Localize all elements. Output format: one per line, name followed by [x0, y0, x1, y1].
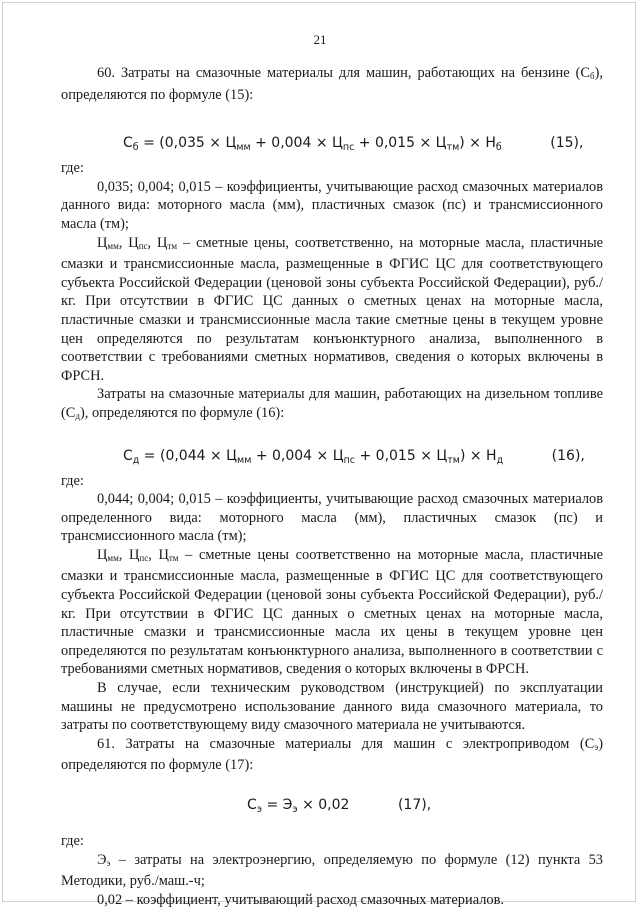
where-label-1: где: — [61, 160, 84, 177]
coefficient-17: 0,02 – коэффициент, учитывающий расход смазочных материалов. — [97, 891, 504, 908]
formula-16: $С_д = (0,044 \times Ц_{мм} + 0,004 \times Ц_{пс} + 0,015 \times Ц_{тм}) \times Н_д$ (16), — [123, 447, 585, 466]
prices-definition-15: Цмм, Цпс, Цтм – сметные цены, соответственно, на моторные масла, пластичные смазки и трансмиссионные масла, размещенные в ФГИС ЦС для соответствующего субъекта Российской Федерации (ценовой зоны субъекта Российской Федерации), руб./кг. При отсутствии в ФГИС ЦС данных о сметных ценах на моторные масла, пластичные смазки и трансмиссионные масла такие сметные цены в текущем уровне цен определяются по результатам конъюнктурного анализа, выполненного в соответствии с требованиями сметных нормативов, сведения о которых включены в ФРСН. — [61, 234, 603, 384]
formula-17-number: (17), — [397, 797, 432, 813]
document-body — [61, 64, 603, 909]
formula-16-number: (16), — [551, 447, 585, 464]
paragraph-manual-case: В случае, если техническим руководством (инструкцией) по эксплуатации машины не предусмотрено использование данного вида смазочного материала, то затраты по соответствующему виду смазочного материала не учитываются. — [61, 680, 603, 734]
paragraph-61-intro: 61. Затраты на смазочные материалы для машин с электроприводом (Сэ) определяются по формуле (17): — [61, 735, 603, 774]
formula-15-number: (15), — [550, 135, 584, 152]
coefficients-15: 0,035; 0,004; 0,015 – коэффициенты, учитывающие расход смазочных материалов данного вида: моторного масла (мм), пластичных смазок (пс) и трансмиссионного масла (тм); — [61, 178, 603, 232]
formula-17: $С_э = Э_э \times 0,02$ (17), — [247, 797, 432, 815]
prices-definition-16: Цмм, Цпс, Цтм – сметные цены соответственно на моторные масла, пластичные смазки и трансмиссионные масла, размещенные в ФГИС ЦС для соответствующего субъекта Российской Федерации (ценовой зоны субъекта Российской Федерации), руб./кг. При отсутствии в ФГИС ЦС данных о сметных ценах на моторные масла, пластичные смазки и трансмиссионные масла их цены в текущем уровне цен определяются по результатам конъюнктурного анализа, выполненного в соответствии с требованиями сметных нормативов, сведения о которых включены в ФРСН. — [61, 546, 603, 678]
page-number: 21 — [313, 32, 327, 47]
electricity-definition: Ээ – затраты на электроэнергию, определяемую по формуле (12) пункта 53 Методики, руб./маш.-ч; — [61, 851, 603, 890]
coefficients-16: 0,044; 0,004; 0,015 – коэффициенты, учитывающие расход смазочных материалов определенного вида: моторного масла (мм), пластичных смазок (пс) и трансмиссионного масла (тм); — [61, 491, 603, 545]
paragraph-60-intro: 60. Затраты на смазочные материалы для машин, работающих на бензине (Сб), определяются по формуле (15): — [61, 65, 603, 103]
paragraph-diesel-intro: Затраты на смазочные материалы для машин, работающих на дизельном топливе (Сд), определяются по формуле (16): — [61, 386, 603, 421]
formula-15: $С_б = (0,035 \times Ц_{мм} + 0,004 \times Ц_{пс} + 0,015 \times Ц_{тм}) \times Н_б$ (15), — [123, 135, 584, 154]
where-label-3: где: — [61, 833, 84, 849]
where-label-2: где: — [61, 472, 84, 489]
